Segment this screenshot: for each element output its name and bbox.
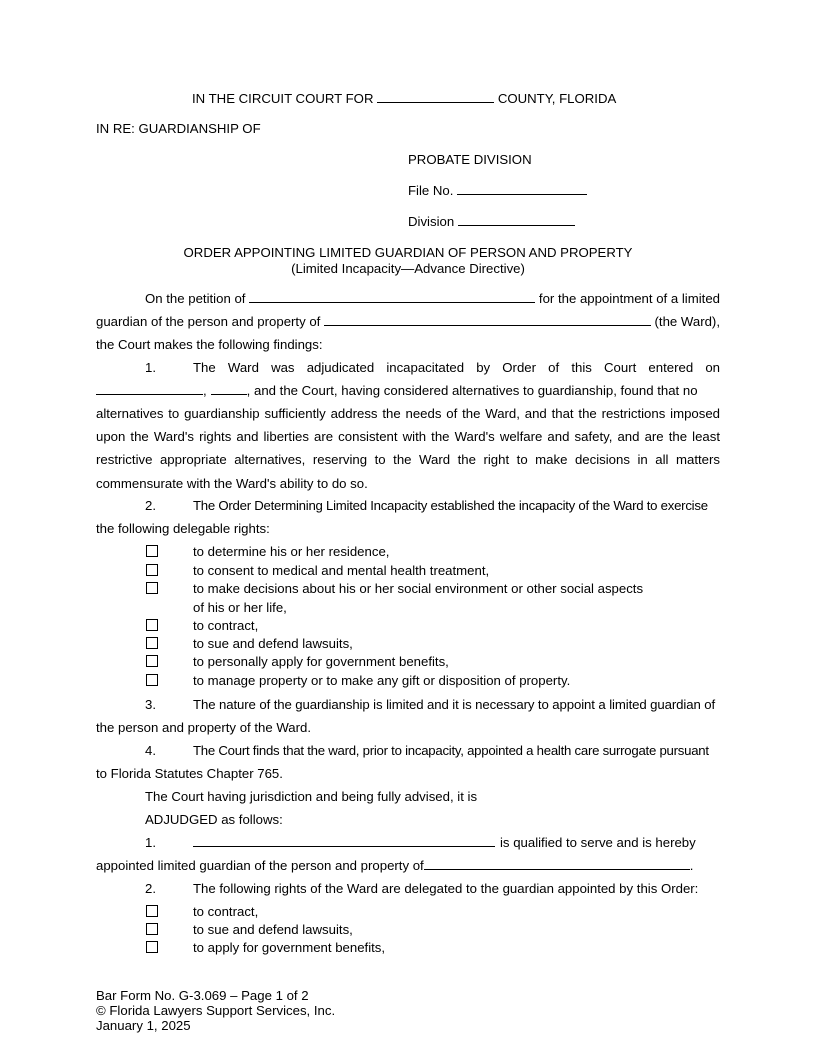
- right-residence-checkbox[interactable]: [146, 545, 158, 557]
- division-blank[interactable]: [458, 214, 575, 226]
- finding-1-body: alternatives to guardianship sufficiently address the needs of the Ward, and that the restrictions imposed upon the Ward's rights and liberties are consistent with the Ward's welfare and safety, and are the least restrictive appropriate alternatives, reserving to the Ward the right to make decisions in all matters commensurate with the Ward's ability to do so.: [96, 406, 720, 491]
- adjudged-1-second-line: appointed limited guardian of the person and property of .: [96, 858, 694, 873]
- delegated-lawsuits-checkbox[interactable]: [146, 923, 158, 935]
- delegated-right-label: to sue and defend lawsuits,: [193, 922, 353, 937]
- finding-2-first-line: The Order Determining Limited Incapacity established the incapacity of the Ward to exercise: [193, 498, 708, 513]
- division-line: Division: [408, 214, 575, 229]
- finding-2-number: 2.: [145, 498, 156, 513]
- court-caption: IN THE CIRCUIT COURT FOR COUNTY, FLORIDA: [192, 91, 617, 106]
- right-label: to contract,: [193, 618, 259, 633]
- footer-date: January 1, 2025: [96, 1018, 191, 1033]
- right-social-checkbox[interactable]: [146, 582, 158, 594]
- right-label-continued: of his or her life,: [193, 600, 287, 615]
- order-subtitle: (Limited Incapacity—Advance Directive): [291, 261, 525, 276]
- finding-3-number: 3.: [145, 697, 156, 712]
- finding-1-date-line: , , and the Court, having considered alternatives to guardianship, found that no: [96, 383, 720, 398]
- delegated-right-label: to apply for government benefits,: [193, 940, 386, 955]
- adjudged-2-text: The following rights of the Ward are delegated to the guardian appointed by this Order:: [193, 881, 699, 896]
- finding-3-first-line: The nature of the guardianship is limited and it is necessary to appoint a limited guardian of: [193, 697, 716, 712]
- right-medical-checkbox[interactable]: [146, 564, 158, 576]
- file-no-line: File No.: [408, 183, 587, 198]
- jurisdiction-statement: The Court having jurisdiction and being fully advised, it is: [145, 789, 478, 804]
- right-property-checkbox[interactable]: [146, 674, 158, 686]
- ward-property-blank[interactable]: [424, 858, 690, 870]
- finding-4-second-line: to Florida Statutes Chapter 765.: [96, 766, 283, 781]
- in-re-heading: IN RE: GUARDIANSHIP OF: [96, 121, 261, 136]
- right-benefits-checkbox[interactable]: [146, 655, 158, 667]
- right-label: to personally apply for government benefits,: [193, 654, 449, 669]
- incapacity-date-blank[interactable]: [96, 383, 203, 395]
- petitioner-blank[interactable]: [249, 291, 534, 303]
- adjudged-1-number: 1.: [145, 835, 156, 850]
- intro-line-3: the Court makes the following findings:: [96, 337, 323, 352]
- finding-3-second-line: the person and property of the Ward.: [96, 720, 312, 735]
- finding-1-number: 1.: [145, 360, 156, 375]
- probate-division: PROBATE DIVISION: [408, 152, 532, 167]
- right-label: to determine his or her residence,: [193, 544, 390, 559]
- finding-1-first-line: The Ward was adjudicated incapacitated by Order of this Court entered on: [193, 360, 720, 375]
- guardian-name-blank[interactable]: [193, 835, 495, 847]
- right-label: to sue and defend lawsuits,: [193, 636, 353, 651]
- finding-2-second-line: the following delegable rights:: [96, 521, 270, 536]
- intro-line-1: On the petition of for the appointment of a limited: [145, 291, 720, 306]
- adjudged-1-first-line: is qualified to serve and is hereby: [193, 835, 720, 850]
- right-label: to make decisions about his or her social environment or other social aspects: [193, 581, 644, 596]
- right-label: to consent to medical and mental health treatment,: [193, 563, 490, 578]
- footer: [96, 988, 335, 1033]
- order-title: ORDER APPOINTING LIMITED GUARDIAN OF PERSON AND PROPERTY: [183, 245, 633, 260]
- adjudged-2-number: 2.: [145, 881, 156, 896]
- footer-form-no: Bar Form No. G-3.069 – Page 1 of 2: [96, 988, 309, 1003]
- delegated-contract-checkbox[interactable]: [146, 905, 158, 917]
- finding-4-first-line: The Court finds that the ward, prior to incapacity, appointed a health care surrogate pursuant: [193, 743, 709, 758]
- file-no-blank[interactable]: [457, 183, 587, 195]
- right-lawsuits-checkbox[interactable]: [146, 637, 158, 649]
- finding-4-number: 4.: [145, 743, 156, 758]
- delegated-right-label: to contract,: [193, 904, 259, 919]
- county-blank[interactable]: [377, 91, 494, 103]
- delegated-benefits-checkbox[interactable]: [146, 941, 158, 953]
- ward-name-blank[interactable]: [324, 314, 650, 326]
- adjudged-heading: ADJUDGED as follows:: [145, 812, 283, 827]
- incapacity-year-blank[interactable]: [211, 383, 247, 395]
- footer-copyright: © Florida Lawyers Support Services, Inc.: [96, 1003, 336, 1018]
- right-label: to manage property or to make any gift or disposition of property.: [193, 673, 571, 688]
- right-contract-checkbox[interactable]: [146, 619, 158, 631]
- intro-line-2: guardian of the person and property of (the Ward),: [96, 314, 720, 329]
